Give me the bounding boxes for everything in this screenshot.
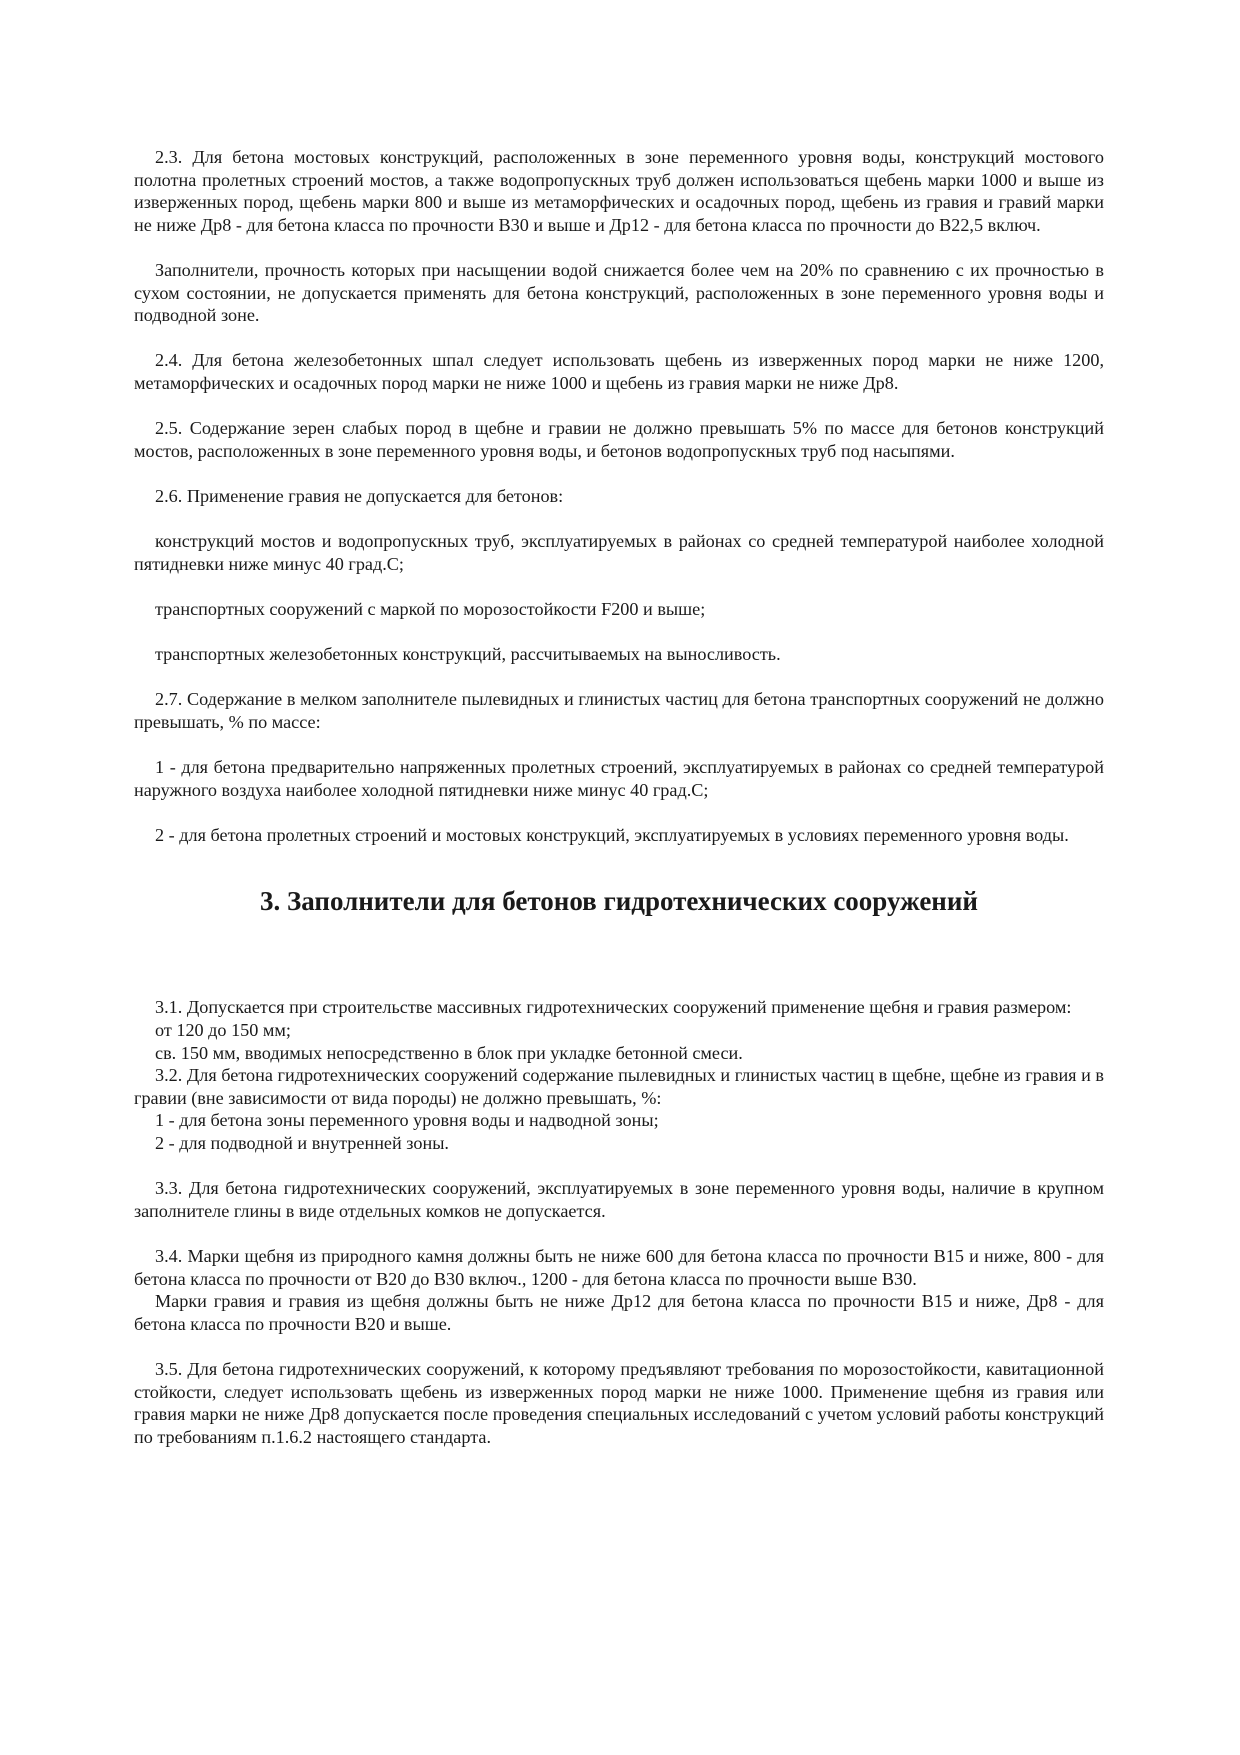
paragraph-2-6-item-b: транспортных сооружений с маркой по морозостойкости F200 и выше; [155,598,706,619]
paragraph-2-5: 2.5. Содержание зерен слабых пород в щебне и гравии не должно превышать 5% по массе для бетонов конструкций мостов, расположенных в зоне переменного уровня воды, и бетонов водопропускных труб под насыпями. [134,418,1104,461]
paragraph-2-7-item-2: 2 - для бетона пролетных строений и мостовых конструкций, эксплуатируемых в условиях переменного уровня воды. [155,824,1069,845]
paragraph-3-1-item-b: св. 150 мм, вводимых непосредственно в блок при укладке бетонной смеси. [155,1042,743,1063]
paragraph-3-5: 3.5. Для бетона гидротехнических сооружений, к которому предъявляют требования по морозостойкости, кавитационной стойкости, следует использовать щебень из изверженных пород марки не ниже 1000. Применение щебня из гравия или гравия марки не ниже Др8 допускается после проведения специальных исследований с учетом условий работы конструкций по требованиям п.1.6.2 настоящего стандарта. [134,1358,1104,1447]
paragraph-3-4-b: Марки гравия и гравия из щебня должны быть не ниже Др12 для бетона класса по прочности В15 и ниже, Др8 - для бетона класса по прочности В20 и выше. [134,1291,1104,1334]
paragraph-2-6: 2.6. Применение гравия не допускается для бетонов: [155,485,564,506]
paragraph-2-6-item-c: транспортных железобетонных конструкций, рассчитываемых на выносливость. [155,644,781,665]
paragraph-3-1: 3.1. Допускается при строительстве массивных гидротехнических сооружений применение щебня и гравия размером: [155,997,1072,1018]
section-3-heading: 3. Заполнители для бетонов гидротехнических сооружений [260,886,978,917]
paragraph-3-4: 3.4. Марки щебня из природного камня должны быть не ниже 600 для бетона класса по прочности В15 и ниже, 800 - для бетона класса по прочности от В20 до В30 включ., 1200 - для бетона класса по прочности выше В30. [134,1245,1104,1289]
paragraph-2-4: 2.4. Для бетона железобетонных шпал следует использовать щебень из изверженных пород марки не ниже 1200, метаморфических и осадочных пород марки не ниже 1000 и щебень из гравия марки не ниже Др8. [134,350,1104,393]
paragraph-2-6-item-a: конструкций мостов и водопропускных труб, эксплуатируемых в районах со средней температурой наиболее холодной пятидневки ниже минус 40 град.С; [134,531,1104,574]
paragraph-2-3: 2.3. Для бетона мостовых конструкций, расположенных в зоне переменного уровня воды, конструкций мостового полотна пролетных строений мостов, а также водопропускных труб должен использоваться щебень марки 1000 и выше из изверженных пород, щебень марки 800 и выше из метаморфических и осадочных пород, щебень из гравия и гравий марки не ниже Др8 - для бетона класса по прочности В30 и выше и Др12 - для бетона класса по прочности до В22,5 включ. [134,147,1104,235]
document-body [134,146,1104,1448]
paragraph-2-7-item-1: 1 - для бетона предварительно напряженных пролетных строений, эксплуатируемых в районах со средней температурой наружного воздуха наиболее холодной пятидневки ниже минус 40 град.С; [134,757,1104,800]
paragraph-3-2-item-1: 1 - для бетона зоны переменного уровня воды и надводной зоны; [155,1110,659,1131]
paragraph-3-2: 3.2. Для бетона гидротехнических сооружений содержание пылевидных и глинистых частиц в щебне, щебне из гравия и в гравии (вне зависимости от вида породы) не должно превышать, %: [134,1065,1104,1108]
paragraph-3-2-item-2: 2 - для подводной и внутренней зоны. [155,1132,449,1153]
paragraph-2-7: 2.7. Содержание в мелком заполнителе пылевидных и глинистых частиц для бетона транспортных сооружений не должно превышать, % по массе: [134,689,1104,732]
paragraph-2-3-note: Заполнители, прочность которых при насыщении водой снижается более чем на 20% по сравнению с их прочностью в сухом состоянии, не допускается применять для бетона конструкций, расположенных в зоне переменного уровня воды и подводной зоне. [134,259,1104,326]
paragraph-3-3: 3.3. Для бетона гидротехнических сооружений, эксплуатируемых в зоне переменного уровня воды, наличие в крупном заполнителе глины в виде отдельных комков не допускается. [134,1178,1104,1221]
paragraph-3-1-item-a: от 120 до 150 мм; [155,1020,291,1040]
